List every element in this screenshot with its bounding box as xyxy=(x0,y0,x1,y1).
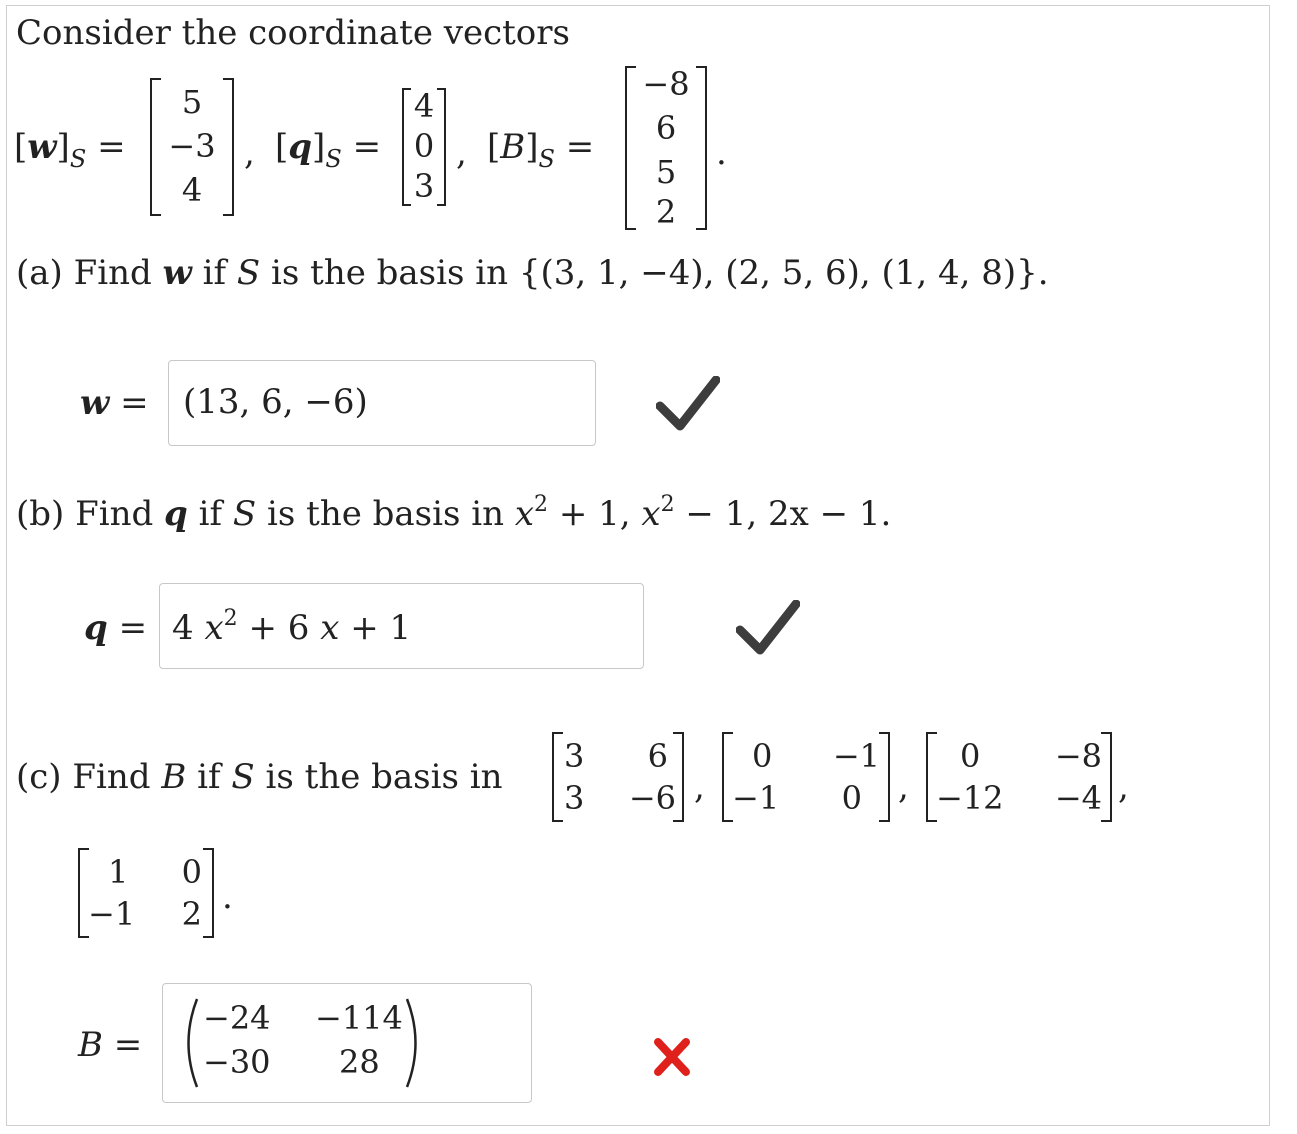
part-c-answer-label: B = xyxy=(78,1025,143,1065)
part-a-question: (a) Find w if S is the basis in {(3, 1, −4), (2, 5, 6), (1, 4, 8)}. xyxy=(16,253,1049,293)
w-vector-label: $[w]_S$ = xyxy=(14,127,126,173)
matrix-entry: 0 xyxy=(841,779,862,817)
basis-matrix-1 xyxy=(552,732,684,822)
left-paren-icon xyxy=(177,996,201,1090)
comma: , xyxy=(898,767,909,807)
b-coordinate-vector xyxy=(625,66,707,230)
period: . xyxy=(716,133,727,173)
matrix-entry: 1 xyxy=(108,853,129,891)
part-a-answer-value: (13, 6, −6) xyxy=(183,382,368,422)
matrix-entry: 3 xyxy=(564,779,585,817)
answer-matrix-entry: 28 xyxy=(339,1043,380,1081)
matrix-entry: 0 xyxy=(960,737,981,775)
w-coordinate-vector xyxy=(150,78,234,216)
answer-matrix-entry: −30 xyxy=(203,1043,271,1081)
matrix-entry: 4 xyxy=(413,87,435,125)
matrix-entry: 0 xyxy=(413,127,435,165)
matrix-entry: −1 xyxy=(832,737,880,775)
part-a-answer-input[interactable] xyxy=(168,360,596,446)
part-a-answer-label: w = xyxy=(80,383,149,423)
matrix-entry: −8 xyxy=(1054,737,1102,775)
basis-matrix-4 xyxy=(78,848,214,938)
matrix-entry: 0 xyxy=(181,853,202,891)
q-coordinate-vector xyxy=(402,88,446,206)
answer-matrix-entry: −114 xyxy=(315,999,403,1037)
part-b-answer-value: 4 $x^2 + 6$ x + 1 xyxy=(172,606,412,648)
matrix-entry: 5 xyxy=(655,153,677,191)
matrix-entry: 3 xyxy=(564,737,585,775)
matrix-entry: −4 xyxy=(1054,779,1102,817)
matrix-entry: −3 xyxy=(168,127,216,165)
correct-check-icon xyxy=(736,600,800,658)
matrix-entry: 2 xyxy=(181,895,202,933)
answer-matrix-entry: −24 xyxy=(203,999,271,1037)
part-b-question: (b) Find q if S is the basis in $x^2 + 1$, $x^2 - 1$, 2x − 1. xyxy=(16,492,892,534)
correct-check-icon xyxy=(656,376,720,434)
comma: , xyxy=(694,767,705,807)
matrix-entry: 6 xyxy=(647,737,668,775)
part-c-answer-input[interactable] xyxy=(162,983,532,1103)
matrix-entry: −1 xyxy=(732,779,780,817)
part-b-answer-label: q = xyxy=(84,608,148,648)
basis-matrix-2 xyxy=(722,732,890,822)
comma: , xyxy=(1118,767,1129,807)
matrix-entry: 2 xyxy=(655,193,677,231)
matrix-entry: −1 xyxy=(88,895,136,933)
part-c-question: (c) Find B if S is the basis in xyxy=(16,757,503,797)
q-vector-label: $[q]_S$ = xyxy=(275,127,382,173)
basis-matrix-3 xyxy=(926,732,1112,822)
matrix-entry: 4 xyxy=(181,171,203,209)
matrix-entry: 3 xyxy=(413,167,435,205)
matrix-entry: −12 xyxy=(936,779,1004,817)
comma: , xyxy=(456,133,467,173)
matrix-entry: 6 xyxy=(655,109,677,147)
incorrect-cross-icon xyxy=(652,1036,692,1078)
matrix-entry: 0 xyxy=(752,737,773,775)
matrix-entry: 5 xyxy=(181,83,203,121)
matrix-entry: −6 xyxy=(628,779,676,817)
part-b-answer-input[interactable] xyxy=(159,583,644,669)
intro-text: Consider the coordinate vectors xyxy=(16,13,570,53)
b-vector-label: $[B]_S$ = xyxy=(487,127,595,173)
period: . xyxy=(222,877,233,917)
right-paren-icon xyxy=(403,996,427,1090)
comma: , xyxy=(244,133,255,173)
matrix-entry: −8 xyxy=(642,65,690,103)
